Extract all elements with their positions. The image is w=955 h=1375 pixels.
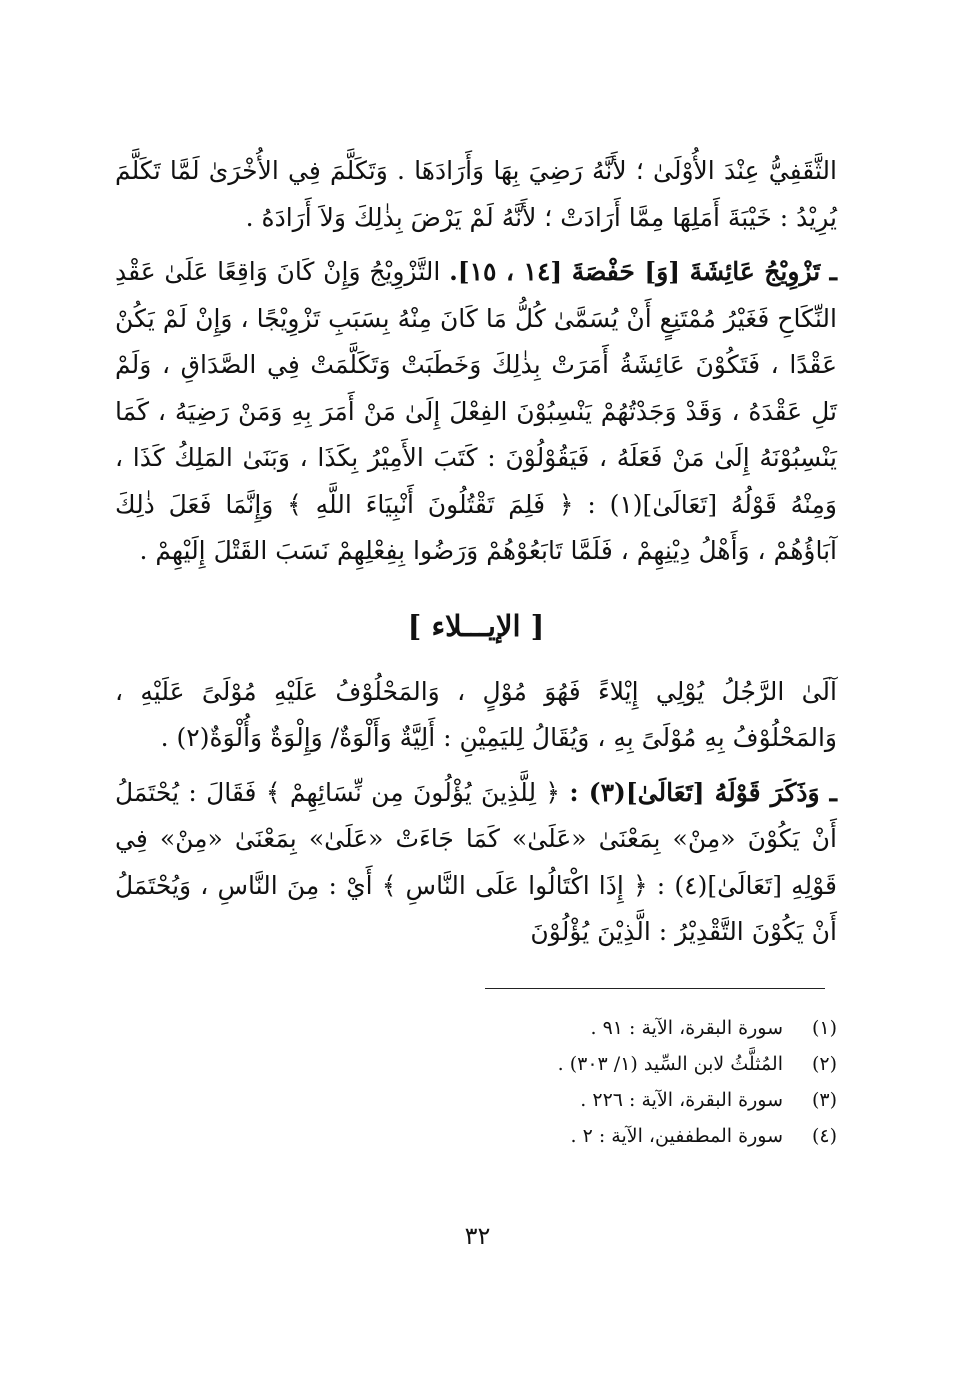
paragraph-text: ﴿ لِلَّذِينَ يُؤْلُونَ مِن نِّسَائِهِمْ ﴾ فَقَالَ : يُحْتَمَلُ أَنْ يَكُوْنَ «مِنْ» بِمَعْنَىٰ «عَلَىٰ» كَمَا جَاءَتْ «عَلَىٰ» بِمَعْنَىٰ «مِنْ» فِي قَوْلِهِ [تَعَالَىٰ](٤) : ﴿ إِذَا اكْتَالُوا عَلَى النَّاسِ ﴾ أَيْ : مِنَ النَّاسِ ، وَيُحْتَمَلُ أَنْ يَكُوْنَ التَّقْدِيْرُ : الَّذِيْنَ يُؤْلُوْنَ bbox=[115, 777, 837, 946]
paragraph bbox=[115, 770, 837, 956]
footnote-divider bbox=[485, 988, 825, 989]
paragraph bbox=[115, 148, 837, 241]
footnote-number: (٢) bbox=[811, 1053, 837, 1075]
paragraph-text: التَّزْوِيْجُ وَإِنْ كَانَ وَاقِعًا عَلَىٰ عَقْدِ النِّكَاحِ فَغَيْرُ مُمْتَنِعٍ أَنْ يُسَمَّىٰ كُلُّ مَا كَانَ مِنْهُ بِسَبَبِ تَزْوِيْجًا ، وَإِنْ لَمْ يَكُنْ عَقْدًا ، فَتَكُوْنَ عَائِشَةُ أَمَرَتْ بِذٰلِكَ وَخَطَبَتْ وَتَكَلَّمَتْ فِي الصَّدَاقِ ، وَلَمْ تَلِ عَقْدَهُ ، وَقَدْ وَجَدْتُهُمْ يَنْسِبُوْنَ الفِعْلَ إِلَىٰ مَنْ أَمَرَ بِهِ وَمَنْ رَضِيَهُ ، كَمَا يَنْسِبُوْنَهُ إِلَىٰ مَنْ فَعَلَهُ ، فَيَقُوْلُوْنَ : كَتَبَ الأَمِيْرُ بِكَذَا ، وَبَنَىٰ المَلِكُ كَذَا ، وَمِنْهُ قَوْلُهُ [تَعَالَىٰ](١) : ﴿ فَلِمَ تَقْتُلُونَ أَنْبِيَاءَ اللَّهِ ﴾ وَإِنَّمَا فَعَلَ ذٰلِكَ آبَاؤُهُمْ ، وَأَهْلُ دِيْنِهِمْ ، فَلَمَّا تَابَعُوْهُمْ وَرَضُوا بِفِعْلِهِمْ نَسَبَ القَتْلَ إِلَيْهِمْ . bbox=[115, 257, 837, 565]
footnote-text: المُثلَّثُ لابن السِّيد (١/ ٣٠٣) . bbox=[557, 1053, 783, 1075]
paragraph-text: الثَّقَفِيُّ عِنْدَ الأُوْلَىٰ ؛ لأَنَّهُ رَضِيَ بِهَا وَأَرَادَهَا . وَتَكَلَّمَ فِي الأُخْرَىٰ لَمَّا تَكَلَّمَ يُرِيْدُ : خَيْبَةَ أَمَلِهَا مِمَّا أَرَادَتْ ؛ لأَنَّهُ لَمْ يَرْضَ بِذٰلِكَ وَلاَ أَرَادَهُ . bbox=[115, 156, 837, 232]
footnote-number: (٤) bbox=[811, 1125, 837, 1147]
footnote bbox=[115, 1010, 837, 1046]
footnote-text: سورة البقرة، الآية : ٩١ . bbox=[590, 1017, 783, 1039]
footnote-text: سورة البقرة، الآية : ٢٢٦ . bbox=[580, 1089, 783, 1111]
footnote bbox=[115, 1046, 837, 1082]
paragraph-text: آلَىٰ الرَّجُلُ يُوْلِي إِيْلاءً فَهُوَ مُوْلٍ ، وَالمَحْلُوْفُ عَلَيْهِ مُوْلَىً عَلَيْهِ ، وَالمَحْلُوْفُ بِهِ مُوْلَىً بِهِ ، وَيُقَالُ لِليَمِيْنِ : أَلِيَّةٌ وَأَلْوَةٌ/ وَإِلْوَةٌ وَأُلْوَةٌ(٢) . bbox=[115, 676, 837, 752]
page-number: ٣٢ bbox=[464, 1222, 491, 1250]
footnotes bbox=[115, 1010, 837, 1154]
main-text bbox=[115, 148, 837, 956]
footnote bbox=[115, 1118, 837, 1154]
paragraph bbox=[115, 249, 837, 575]
footnote bbox=[115, 1082, 837, 1118]
section-lead: ـ وَذَكَرَ قَوْلَهُ [تَعَالَىٰ](٣) : bbox=[569, 777, 837, 807]
footnote-number: (١) bbox=[811, 1017, 837, 1039]
paragraph bbox=[115, 669, 837, 762]
footnote-text: سورة المطففين، الآية : ٢ . bbox=[570, 1125, 783, 1147]
section-heading: [ الإيـــلاء ] bbox=[407, 608, 545, 643]
section-lead: ـ تَزْوِيْجُ عَائِشَةَ [وَ] حَفْصَةَ [١٤ ، ١٥]. bbox=[449, 257, 838, 286]
footnote-number: (٣) bbox=[811, 1089, 837, 1111]
